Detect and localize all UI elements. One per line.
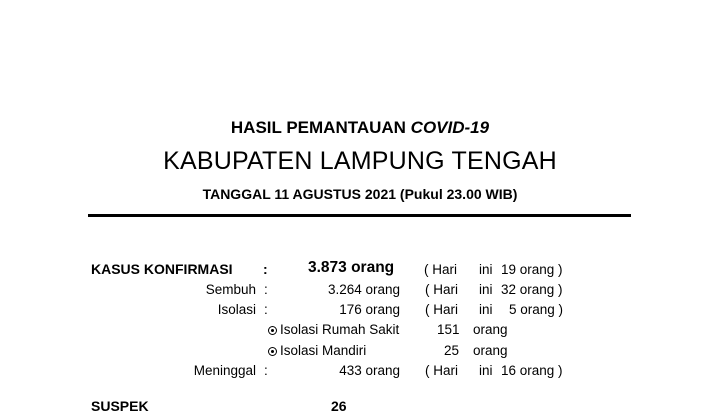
- suspek-label: SUSPEK: [91, 398, 149, 414]
- sembuh-today-value: 32 orang ): [501, 282, 563, 297]
- radio-bullet-icon: [268, 326, 277, 335]
- isolasi-today-prefix: ( Hari: [425, 302, 458, 317]
- region-title: KABUPATEN LAMPUNG TENGAH: [163, 147, 557, 175]
- kasus-konfirmasi-colon: :: [263, 261, 268, 277]
- kasus-konfirmasi-value: 3.873 orang: [308, 259, 395, 276]
- meninggal-value: 433 orang: [339, 363, 400, 378]
- sembuh-today-ini: ini: [479, 282, 493, 297]
- kasus-konfirmasi-today-prefix: ( Hari: [424, 262, 457, 277]
- radio-bullet-icon: [268, 347, 277, 356]
- isolasi-mandiri-label: Isolasi Mandiri: [280, 343, 367, 358]
- isolasi-today-ini: ini: [479, 302, 493, 317]
- isolasi-mandiri-item: [268, 343, 366, 358]
- kasus-konfirmasi-label: KASUS KONFIRMASI: [91, 261, 233, 277]
- isolasi-today-value: 5 orang ): [509, 302, 564, 317]
- meninggal-today-ini: ini: [479, 363, 493, 378]
- kasus-konfirmasi-today-value: 19 orang ): [501, 262, 563, 277]
- isolasi-rs-unit: orang: [473, 322, 508, 337]
- meninggal-today-value: 16 orang ): [501, 363, 563, 378]
- header-divider: [88, 214, 631, 217]
- isolasi-value: 176 orang: [339, 302, 400, 317]
- sembuh-label: Sembuh: [205, 282, 256, 297]
- sembuh-today-prefix: ( Hari: [425, 282, 458, 297]
- isolasi-mandiri-unit: orang: [473, 343, 508, 358]
- meninggal-today-prefix: ( Hari: [425, 363, 458, 378]
- suspek-value: 26: [331, 398, 347, 414]
- report-title-prefix: HASIL PEMANTAUAN: [230, 118, 411, 137]
- isolasi-rs-value: 151: [437, 322, 460, 337]
- kasus-konfirmasi-today-ini: ini: [479, 262, 493, 277]
- sembuh-value: 3.264 orang: [327, 282, 400, 297]
- isolasi-colon: :: [264, 302, 268, 317]
- meninggal-label: Meninggal: [193, 363, 256, 378]
- isolasi-rs-item: [268, 322, 399, 337]
- meninggal-colon: :: [264, 363, 268, 378]
- report-title: [0, 118, 720, 138]
- report-title-covid: COVID-19: [410, 118, 490, 137]
- sembuh-colon: :: [264, 282, 268, 297]
- report-date: TANGGAL 11 AGUSTUS 2021 (Pukul 23.00 WIB): [202, 186, 518, 202]
- isolasi-rs-label: Isolasi Rumah Sakit: [280, 322, 400, 337]
- isolasi-label: Isolasi: [217, 302, 256, 317]
- isolasi-mandiri-value: 25: [444, 343, 460, 358]
